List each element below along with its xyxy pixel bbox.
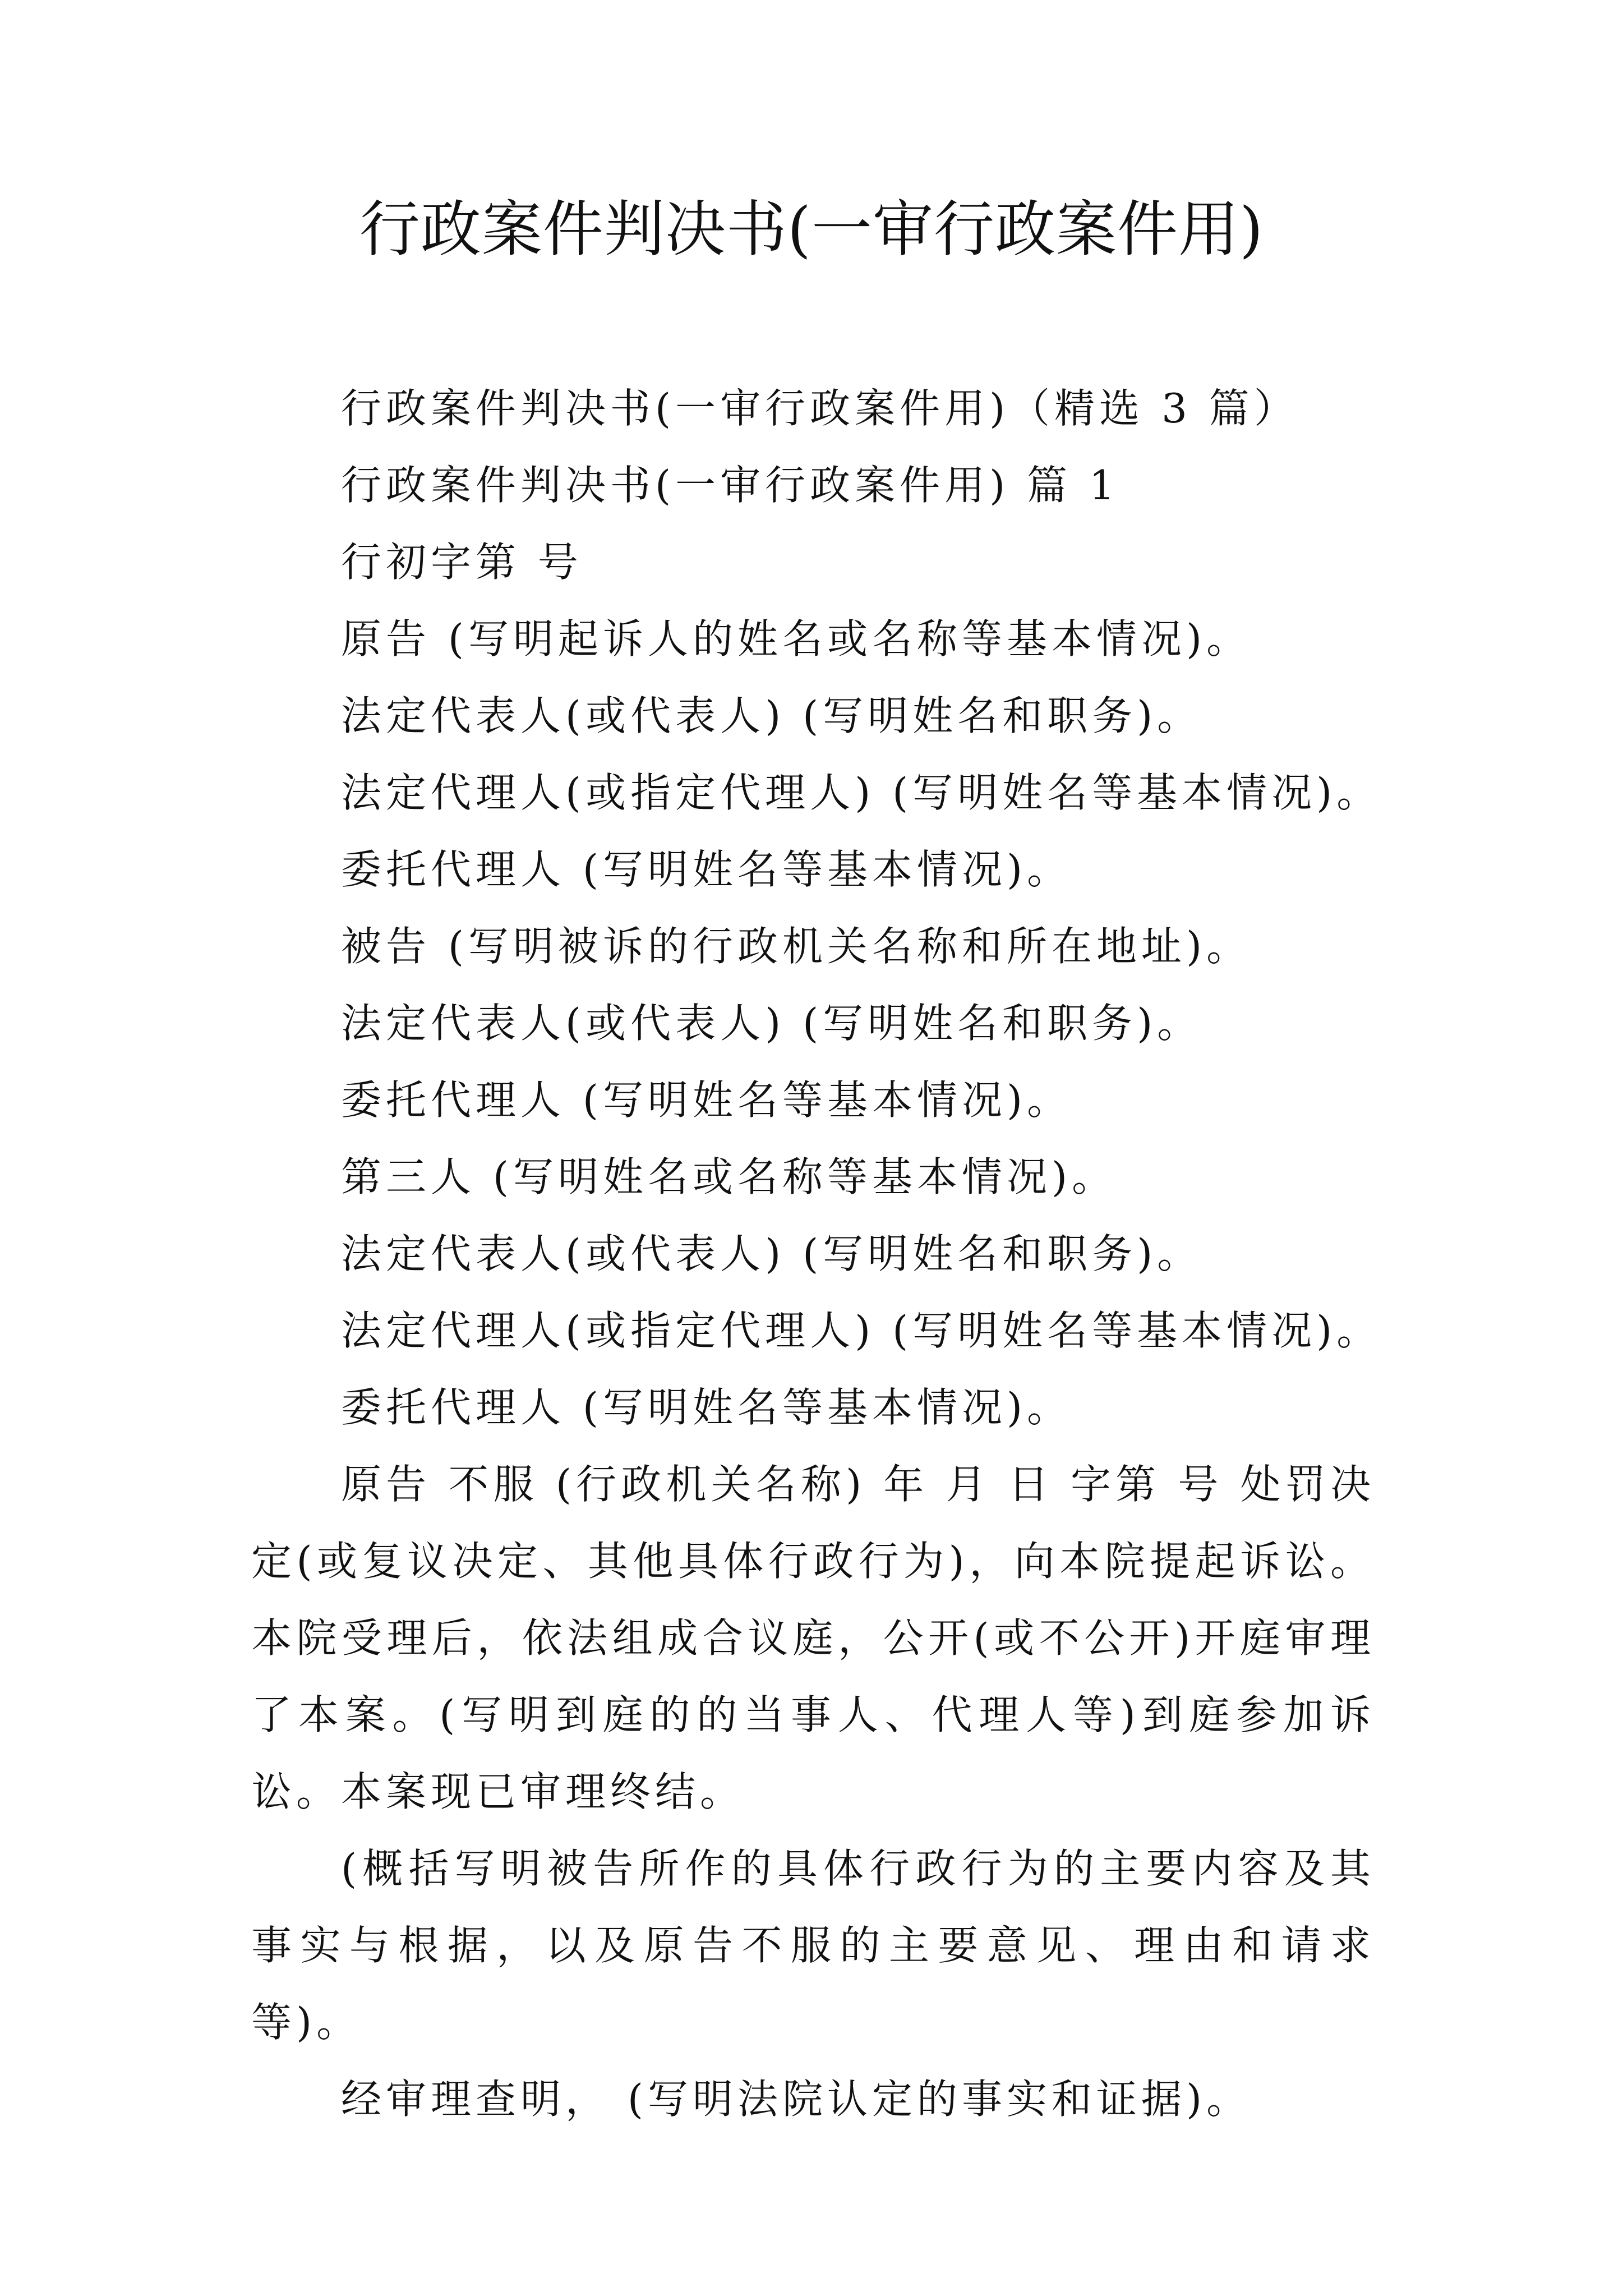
party-line: 法定代理人(或指定代理人) (写明姓名等基本情况)。 bbox=[341, 1307, 1382, 1354]
party-line: 第三人 (写明姓名或名称等基本情况)。 bbox=[341, 1153, 1117, 1200]
party-line: 被告 (写明被诉的行政机关名称和所在地址)。 bbox=[341, 923, 1252, 970]
party-line: 法定代理人(或指定代理人) (写明姓名等基本情况)。 bbox=[341, 769, 1382, 816]
party-line: 法定代表人(或代表人) (写明姓名和职务)。 bbox=[341, 1000, 1202, 1047]
party-line: 法定代表人(或代表人) (写明姓名和职务)。 bbox=[341, 1230, 1202, 1277]
party-line: 法定代表人(或代表人) (写明姓名和职务)。 bbox=[341, 692, 1202, 739]
body-paragraph: (概括写明被告所作的具体行政行为的主要内容及其事实与根据，以及原告不服的主要意见、理由和请求等)。 bbox=[251, 1845, 1375, 2046]
party-line: 委托代理人 (写明姓名等基本情况)。 bbox=[341, 846, 1072, 893]
party-line: 原告 (写明起诉人的姓名或名称等基本情况)。 bbox=[341, 615, 1252, 662]
document-body bbox=[251, 370, 1382, 2138]
party-line: 委托代理人 (写明姓名等基本情况)。 bbox=[341, 1076, 1072, 1124]
heading-line: 行政案件判决书(一审行政案件用)（精选 3 篇） bbox=[341, 385, 1299, 432]
body-paragraph: 原告 不服 (行政机关名称) 年 月 日 字第 号 处罚决定(或复议决定、其他具体行政行为)，向本院提起诉讼。本院受理后，依法组成合议庭，公开(或不公开)开庭审理了本案。(写明到庭的的当事人、代理人等)到庭参加诉讼。本案现已审理终结。 bbox=[251, 1461, 1375, 1815]
document-title: 行政案件判决书(一审行政案件用) bbox=[359, 195, 1264, 265]
body-paragraph: 经审理查明， (写明法院认定的事实和证据)。 bbox=[341, 2076, 1252, 2123]
heading-line: 行政案件判决书(一审行政案件用) 篇 1 bbox=[341, 462, 1119, 509]
party-line: 委托代理人 (写明姓名等基本情况)。 bbox=[341, 1384, 1072, 1431]
case-number-line: 行初字第 号 bbox=[341, 539, 583, 586]
